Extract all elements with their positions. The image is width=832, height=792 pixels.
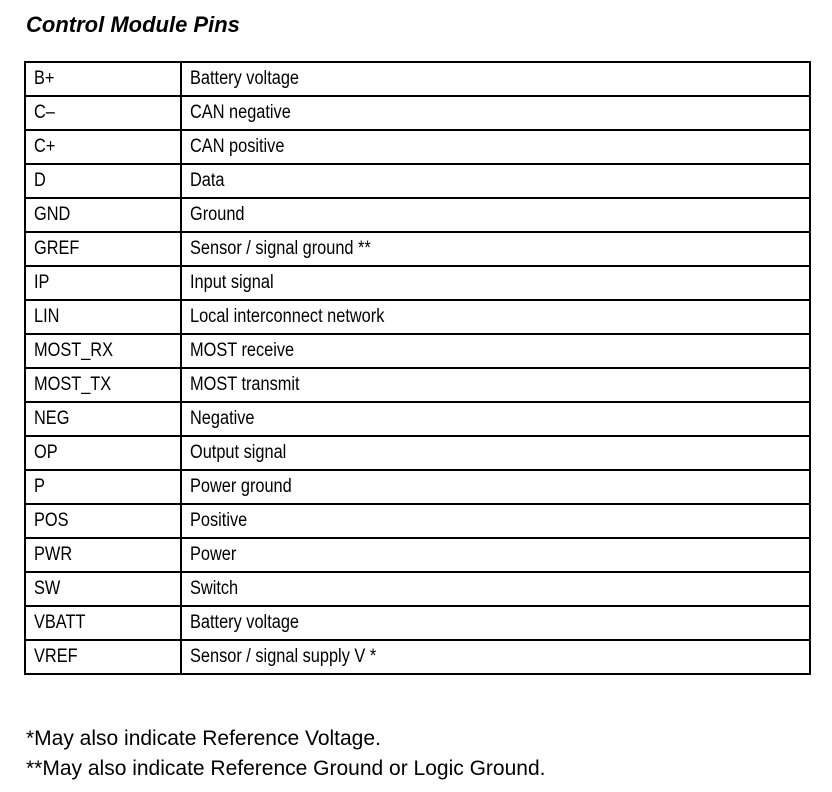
description-cell: Sensor / signal supply V * [181,640,810,674]
table-row [25,538,810,572]
description-cell: Battery voltage [181,62,810,96]
pin-cell: POS [25,504,181,538]
footnote-reference-voltage: *May also indicate Reference Voltage. [26,727,381,750]
table-row [25,572,810,606]
pin-cell: MOST_RX [25,334,181,368]
pin-cell: LIN [25,300,181,334]
pin-cell: VREF [25,640,181,674]
pin-cell: SW [25,572,181,606]
pin-cell: GREF [25,232,181,266]
table-row [25,402,810,436]
description-cell: CAN negative [181,96,810,130]
table-row [25,300,810,334]
description-cell: MOST receive [181,334,810,368]
description-cell: Data [181,164,810,198]
table-row [25,504,810,538]
description-cell: Output signal [181,436,810,470]
pin-cell: P [25,470,181,504]
footnote-reference-ground: **May also indicate Reference Ground or Logic Ground. [26,757,546,780]
description-cell: Sensor / signal ground ** [181,232,810,266]
table-row [25,130,810,164]
pin-cell: C– [25,96,181,130]
pins-table [24,61,811,675]
description-cell: Battery voltage [181,606,810,640]
table-row [25,266,810,300]
description-cell: Switch [181,572,810,606]
page-title: Control Module Pins [26,12,240,37]
description-cell: Input signal [181,266,810,300]
table-row [25,232,810,266]
table-row [25,640,810,674]
pin-cell: VBATT [25,606,181,640]
description-cell: Power [181,538,810,572]
table-row [25,368,810,402]
description-cell: Negative [181,402,810,436]
pin-cell: PWR [25,538,181,572]
description-cell: MOST transmit [181,368,810,402]
table-row [25,606,810,640]
pin-cell: GND [25,198,181,232]
table-row [25,164,810,198]
pin-cell: D [25,164,181,198]
pin-cell: C+ [25,130,181,164]
table-row [25,334,810,368]
table-row [25,470,810,504]
pin-cell: B+ [25,62,181,96]
table-row [25,96,810,130]
table-row [25,198,810,232]
description-cell: Ground [181,198,810,232]
description-cell: Power ground [181,470,810,504]
description-cell: Positive [181,504,810,538]
pin-cell: NEG [25,402,181,436]
pin-cell: IP [25,266,181,300]
pin-cell: OP [25,436,181,470]
table-row [25,62,810,96]
description-cell: Local interconnect network [181,300,810,334]
pin-cell: MOST_TX [25,368,181,402]
table-row [25,436,810,470]
description-cell: CAN positive [181,130,810,164]
